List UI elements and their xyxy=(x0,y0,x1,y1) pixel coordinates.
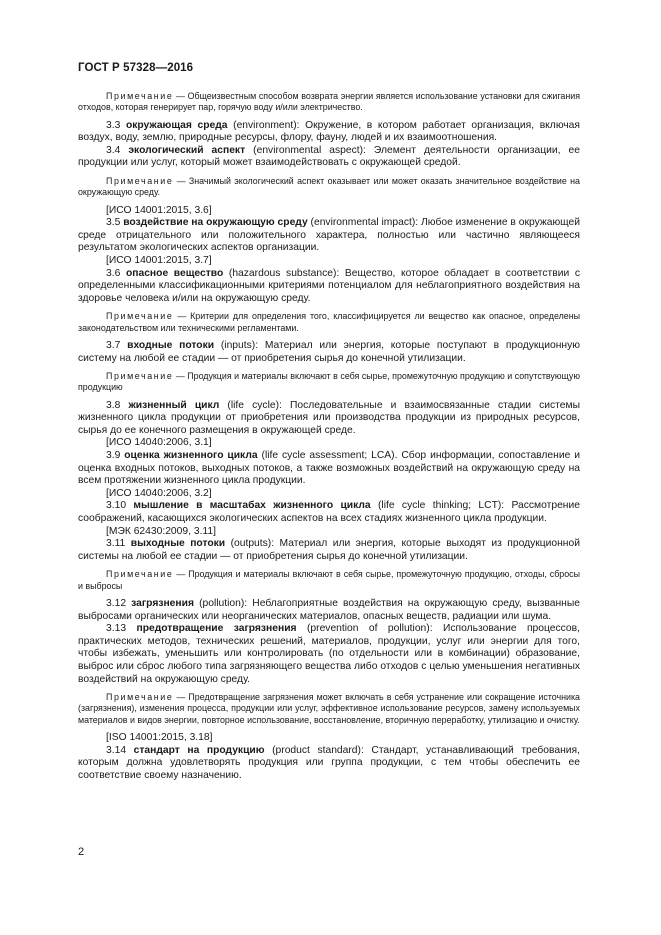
reference: [ИСО 14040:2006, 3.2] xyxy=(106,487,212,499)
term-definition: (inputs): Материал или энергия, которые поступают в продукционную систему на любой ее стадии — от приобретения сырья до конечной утилизации. xyxy=(78,339,580,364)
term-entry xyxy=(78,340,580,365)
term-number: 3.5 xyxy=(106,217,121,229)
note-label: Примечание xyxy=(106,91,174,101)
term-name: стандарт на продукцию xyxy=(133,744,265,756)
note-text: — Значимый экологический аспект оказывает или может оказать значительное воздействие на окружающую среду. xyxy=(78,175,580,198)
term-number: 3.7 xyxy=(106,339,121,351)
note xyxy=(78,311,580,334)
note-label: Примечание xyxy=(106,569,174,580)
term-name: воздействие на окружающую среду xyxy=(123,217,308,229)
term-definition: (pollution): Неблагоприятные воздействия на окружающую среду, вызванные выбросами органических или неорганических материалов, опасных веществ, радиации или шума. xyxy=(78,598,580,622)
term-definition: (prevention of pollution): Использование процессов, практических методов, технических решений, материалов, продукции, услуг или энергии для того, чтобы избежать, уменьшить или контролировать (по отдельности или в комбинации) образование, выброс или сброс любого типа загрязняющего вещества либо отходов с целью уменьшения негативных воздействий на окружающую среду. xyxy=(78,623,580,685)
term-number: 3.10 xyxy=(106,500,127,512)
term-number: 3.14 xyxy=(106,744,127,756)
reference: [ИСО 14001:2015, 3.7] xyxy=(106,254,212,266)
term-definition: (environmental aspect): Элемент деятельности организации, ее продукции или услуг, который может взаимодействовать с окружающей средой. xyxy=(78,144,580,169)
document-body xyxy=(78,91,580,782)
term-number: 3.4 xyxy=(106,144,121,156)
term-definition: (life cycle): Последовательные и взаимосвязанные стадии системы жизненного цикла продукции от приобретения или производства продукции из природных ресурсов, сырья до ее конечного размещения в окружающей среде. xyxy=(78,399,580,436)
term-number: 3.3 xyxy=(106,119,121,131)
note xyxy=(78,176,580,199)
term-entry xyxy=(78,598,580,623)
term-number: 3.6 xyxy=(106,267,121,279)
note-text: — Общеизвестным способом возврата энергии является использование установки для сжигания отходов, которая генерирует пар, горячую воду и/или электричество. xyxy=(78,91,580,113)
term-name: выходные потоки xyxy=(130,538,226,550)
note xyxy=(78,569,580,592)
term-entry xyxy=(78,145,580,170)
note xyxy=(78,91,580,114)
term-entry xyxy=(78,623,580,686)
reference: [ИСО 14040:2006, 3.1] xyxy=(106,437,212,449)
term-number: 3.11 xyxy=(106,538,126,550)
note-text: — Продукция и материалы включают в себя сырье, промежуточную продукцию, отходы, сбросы и выбросы xyxy=(78,569,580,591)
term-name: жизненный цикл xyxy=(128,399,220,411)
term-definition: (outputs): Материал или энергия, которые выходят из продукционной системы на любой ее стадии — от приобретения сырья до конечной утилизации. xyxy=(78,538,580,562)
term-name: предотвращение загрязнения xyxy=(136,623,297,635)
note-text: — Предотвращение загрязнения может включать в себя устранение или сокращение источника (загрязнения), изменения процесса, продукции или услуг, эффективное использование ресурсов, замену используемых материалов и видов энергии, повторное использование, восстановление, вторичную переработку, утилизацию и очистку. xyxy=(78,692,580,725)
term-entry xyxy=(78,745,580,783)
term-definition: (product standard): Стандарт, устанавливающий требования, которым должна удовлетворять продукция или группа продукции, с тем чтобы обеспечить ее соответствие своему назначению. xyxy=(78,744,580,781)
term-number: 3.9 xyxy=(106,450,121,462)
term-number: 3.12 xyxy=(106,598,127,609)
term-name: мышление в масштабах жизненного цикла xyxy=(133,500,371,512)
reference: [ISO 14001:2015, 3.18] xyxy=(106,732,213,744)
note-label: Примечание xyxy=(106,175,174,186)
term-name: экологический аспект xyxy=(128,144,246,156)
term-definition: (hazardous substance): Вещество, которое обладает в соответствии с определенными классификационными критериями потенциалом для неблагоприятного воздействия на здоровье человека и/или на окружающую среду. xyxy=(78,267,580,304)
reference: [МЭК 62430:2009, 3.11] xyxy=(106,525,216,537)
reference: [ИСО 14001:2015, 3.6] xyxy=(106,204,212,216)
term-name: оценка жизненного цикла xyxy=(124,450,258,462)
note-label: Примечание xyxy=(106,692,174,703)
term-entry xyxy=(78,450,580,488)
term-name: входные потоки xyxy=(127,339,215,351)
term-name: загрязнения xyxy=(131,598,194,609)
note xyxy=(78,692,580,726)
term-definition: (environmental impact): Любое изменение в окружающей среде отрицательного или положительного характера, полностью или частично являющееся результатом экологических аспектов организации. xyxy=(78,217,581,254)
term-number: 3.8 xyxy=(106,399,121,411)
term-entry xyxy=(78,400,580,438)
note xyxy=(78,371,580,394)
term-definition: (life cycle assessment; LCA). Сбор информации, сопоставление и оценка входных потоков, выходных потоков, а также возможных воздействий на окружающую среду на всем протяжении жизненного цикла продукции. xyxy=(78,450,580,487)
term-entry xyxy=(78,120,580,145)
page-number: 2 xyxy=(78,846,85,858)
document-header: ГОСТ Р 57328—2016 xyxy=(78,62,194,74)
term-definition: (environment): Окружение, в котором работает организация, включая воздух, воду, землю, природные ресурсы, флору, фауну, людей и их взаимоотношения. xyxy=(78,119,580,144)
term-definition: (life cycle thinking; LCT): Рассмотрение соображений, касающихся экологических аспектов на всех стадиях жизненного цикла продукции. xyxy=(78,500,580,525)
term-number: 3.13 xyxy=(106,623,127,635)
term-entry xyxy=(78,538,580,563)
term-entry xyxy=(78,500,580,525)
term-entry xyxy=(78,268,580,306)
note-label: Примечание xyxy=(106,311,174,322)
note-label: Примечание xyxy=(106,371,174,382)
term-name: опасное вещество xyxy=(125,267,224,279)
term-entry xyxy=(78,217,580,255)
note-text: — Критерии для определения того, классифицируется ли вещество как опасное, определены законодательством или техническими регламентами. xyxy=(78,311,580,333)
term-name: окружающая среда xyxy=(125,119,228,131)
note-text: — Продукция и материалы включают в себя сырье, промежуточную продукцию и сопутствующую продукцию xyxy=(78,371,580,393)
